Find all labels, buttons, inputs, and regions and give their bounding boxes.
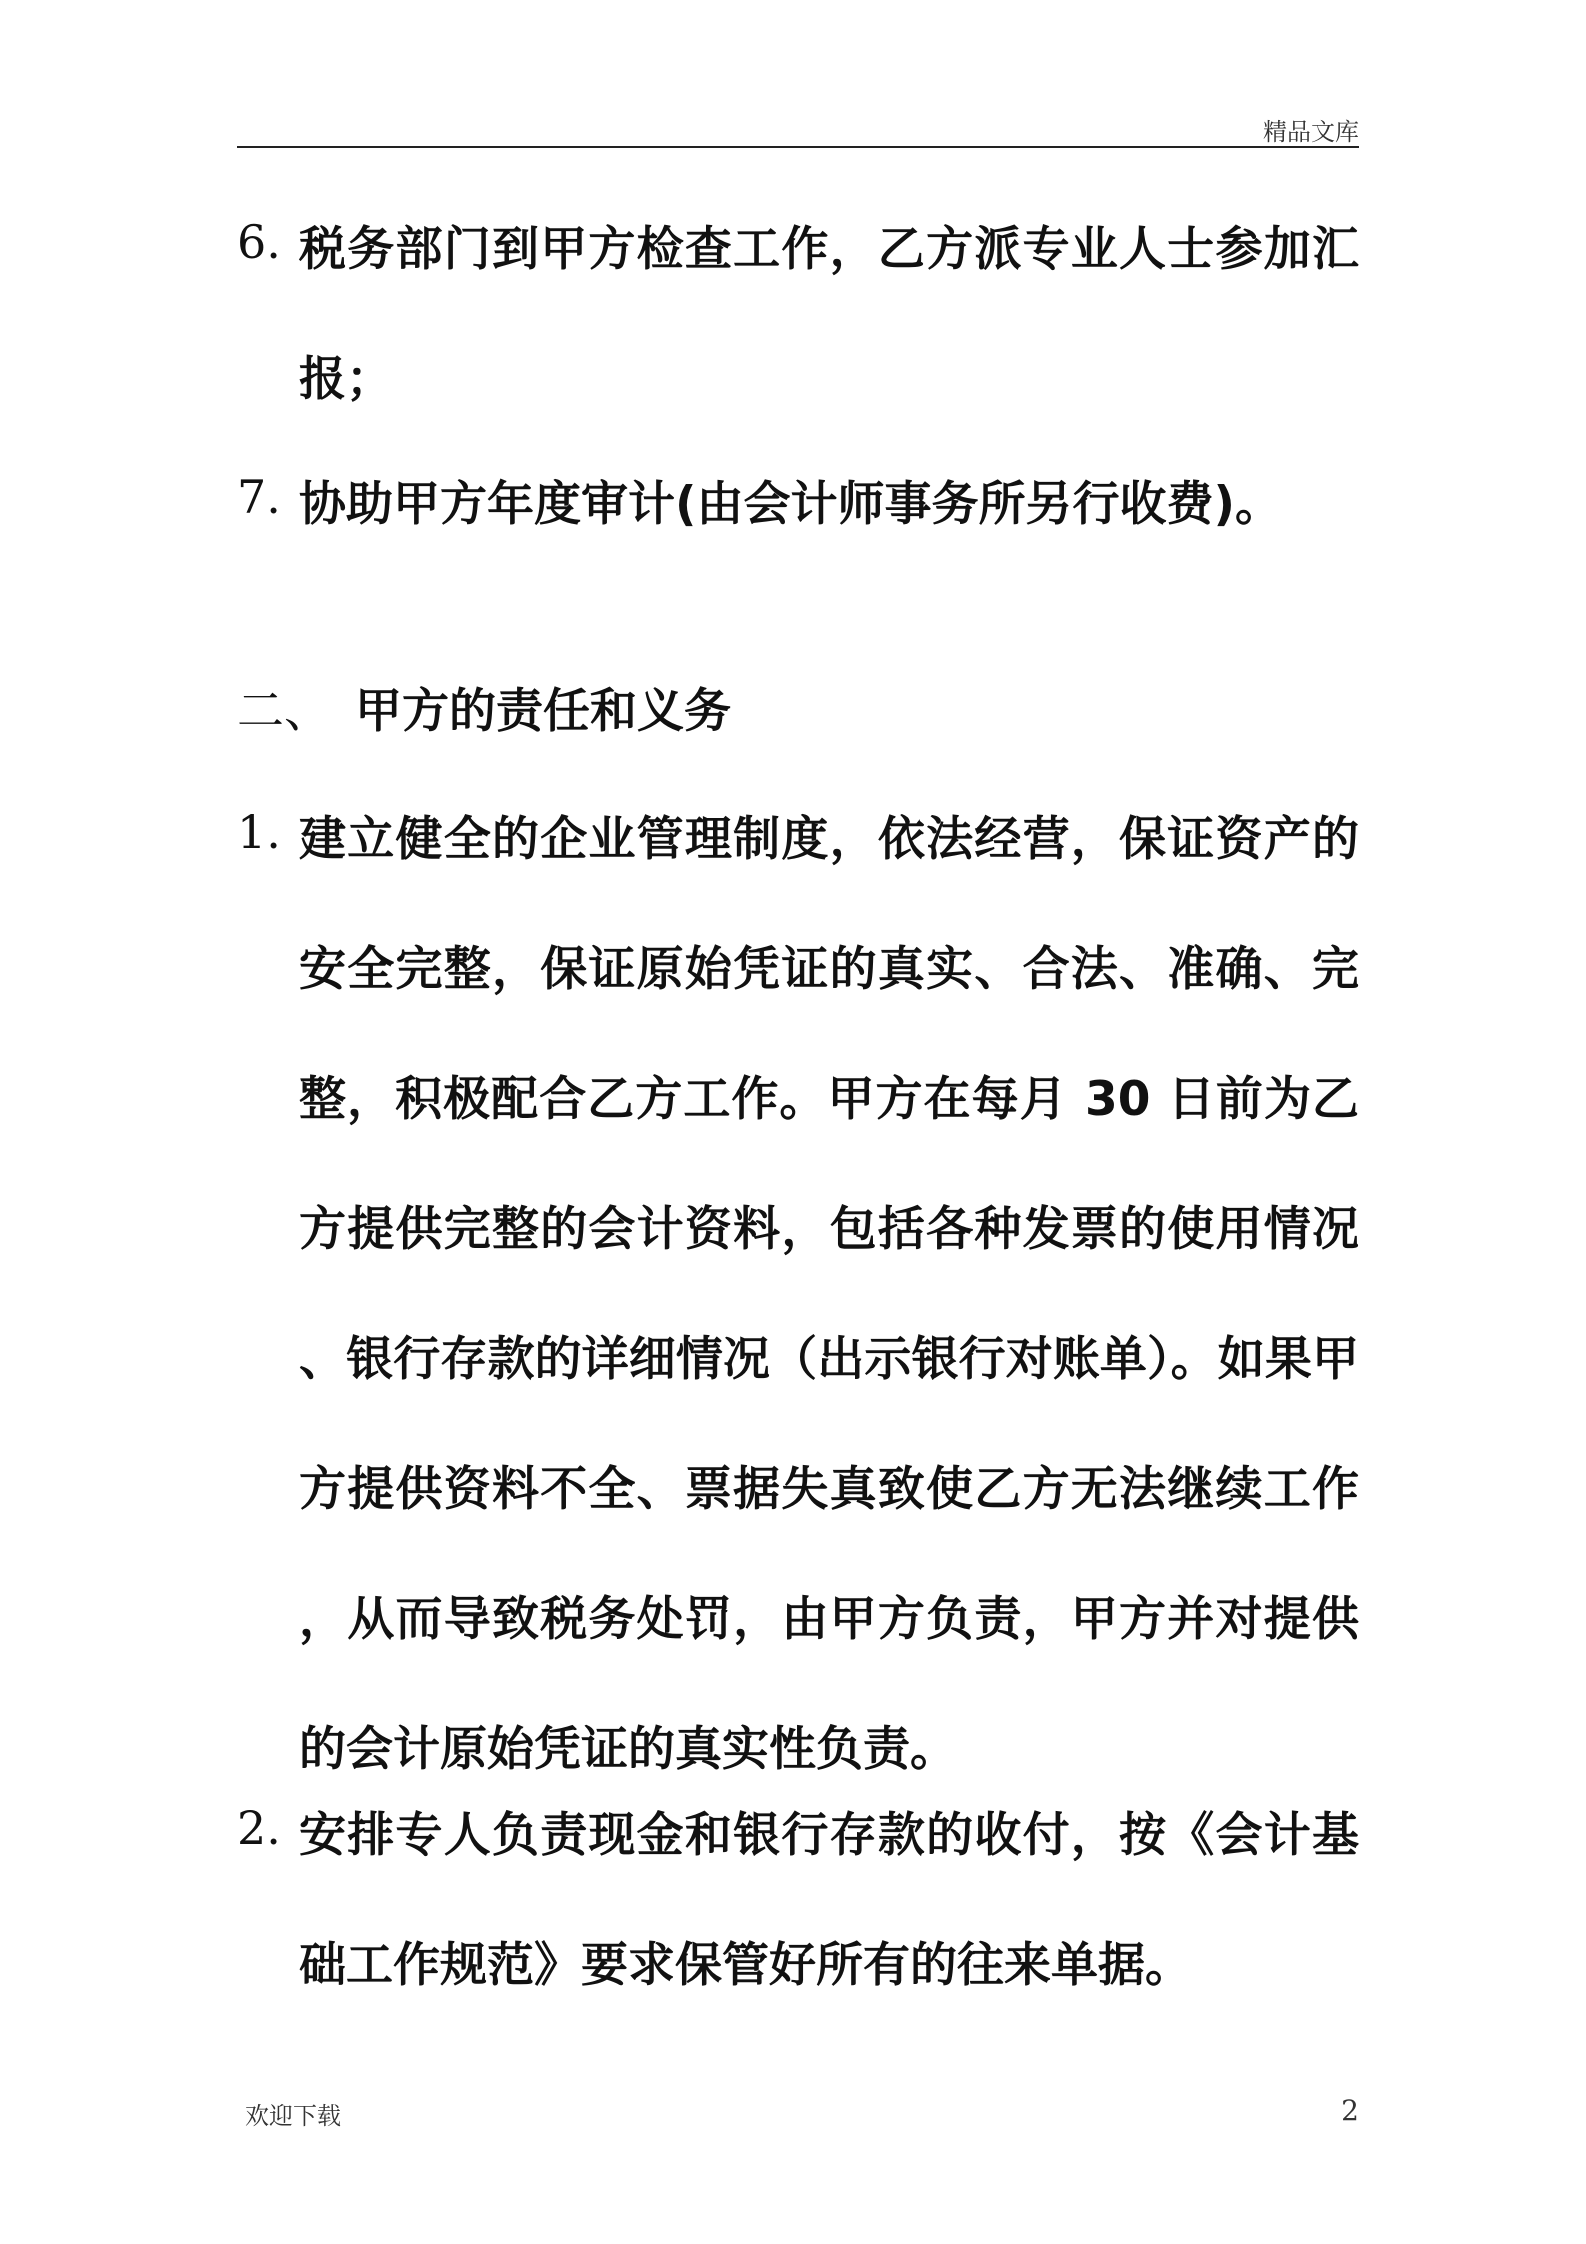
list-text: 税务部门到甲方检查工作，乙方派专业人士参加汇报； [299,222,1359,407]
section-title: 甲方的责任和义务 [355,684,731,739]
section-heading [237,672,731,752]
list-text: 协助甲方年度审计(由会计师事务所另行收费)。 [299,477,1282,532]
section-number: 二、 [237,684,331,739]
list-item-7 [237,440,1359,570]
list-item-1 [237,775,1359,1815]
list-number: 2. [237,1801,281,1855]
list-number: 7. [237,470,281,524]
list-number: 6. [237,215,281,269]
list-number: 1. [237,805,281,859]
list-item-2 [237,1771,1359,2031]
header-title: 精品文库 [1263,118,1359,146]
page-number: 2 [1341,2094,1359,2127]
footer-download-text: 欢迎下载 [245,2102,341,2130]
header-divider [237,146,1359,148]
list-text: 建立健全的企业管理制度，依法经营，保证资产的安全完整，保证原始凭证的真实、合法、准确、完整，积极配合乙方工作。甲方在每月 30 日前为乙方提供完整的会计资料，包括各种发票的使用情况、银行存款的详细情况（出示银行对账单）。如果甲方提供资料不全、票据失真致使乙方无法继续工作，从而导致税务处罚，由甲方负责，甲方并对提供的会计原始凭证的真实性负责。 [299,812,1359,1777]
list-text: 安排专人负责现金和银行存款的收付，按《会计基础工作规范》要求保管好所有的往来单据。 [299,1808,1359,1993]
list-item-6 [237,185,1359,445]
